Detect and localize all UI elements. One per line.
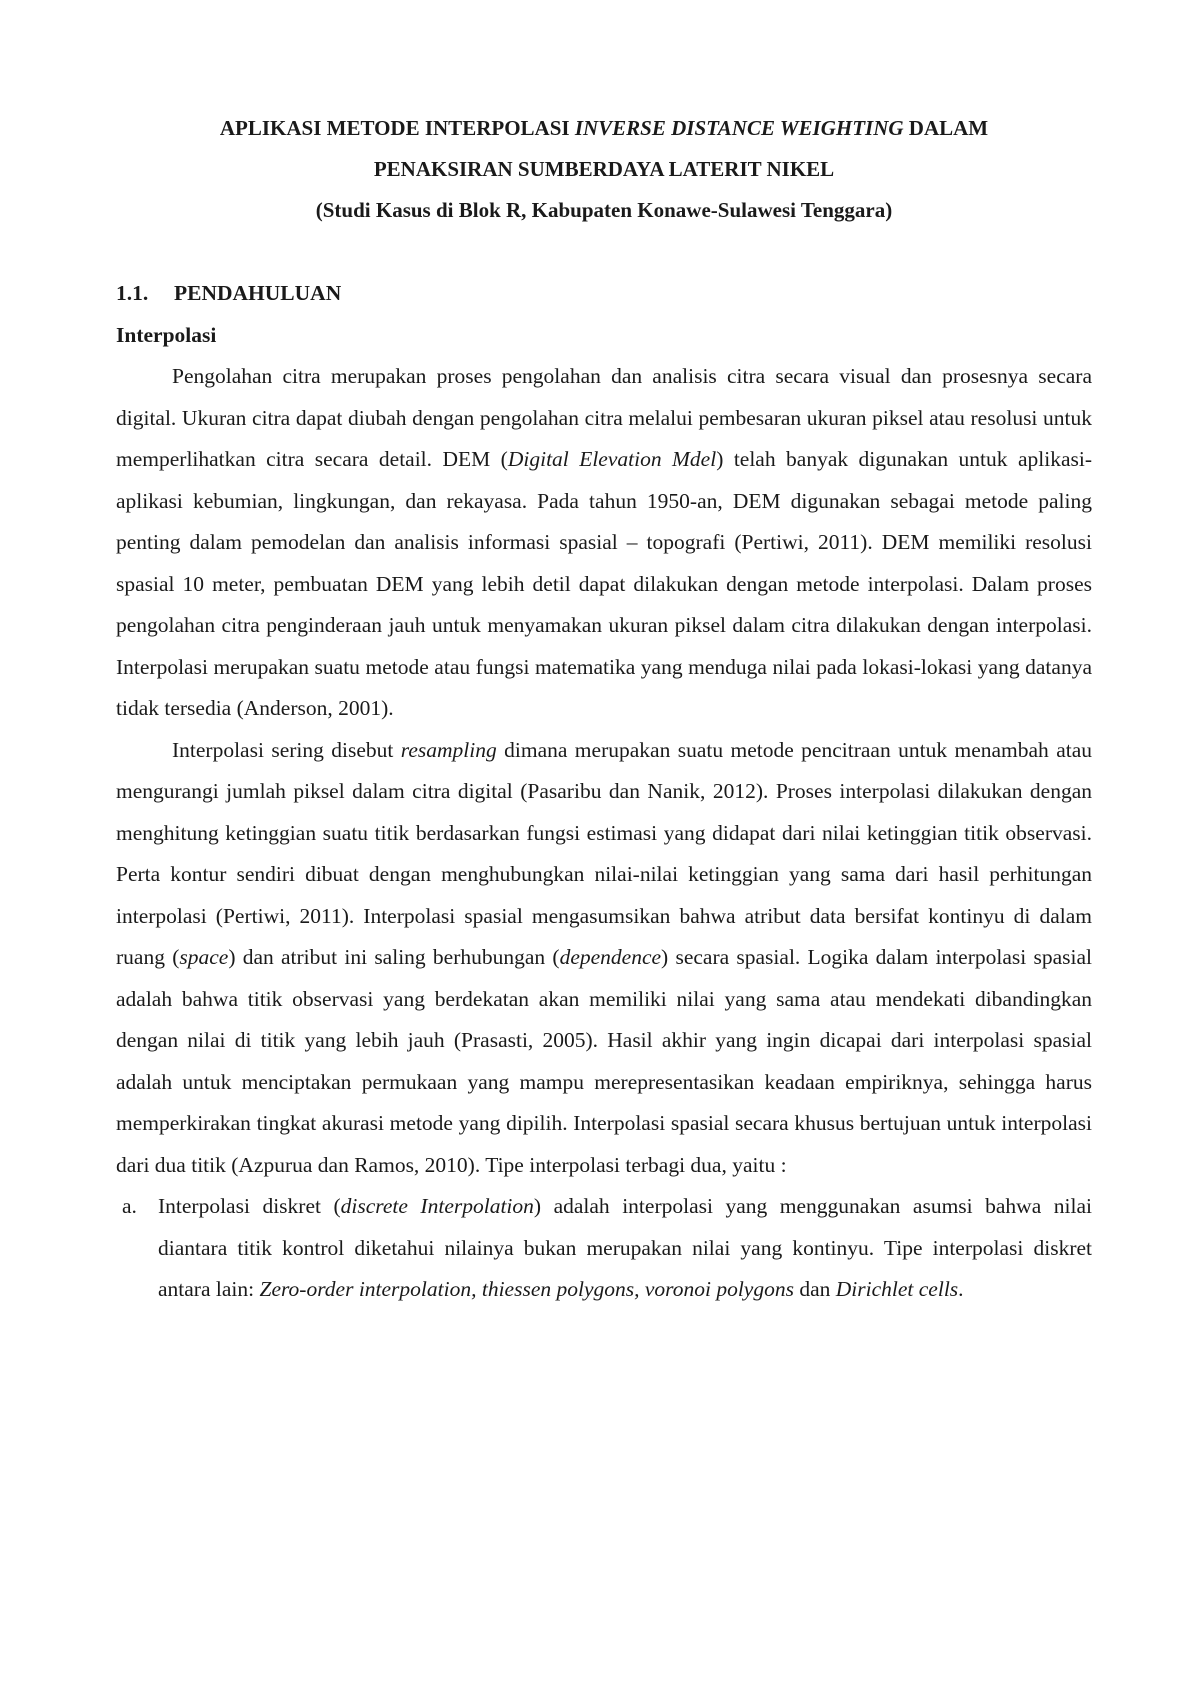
italic-term: Digital Elevation Mdel — [507, 447, 717, 471]
title-text: APLIKASI METODE INTERPOLASI — [219, 116, 575, 140]
list-marker: a. — [122, 1194, 137, 1218]
list-text: Interpolasi diskret ( — [158, 1194, 341, 1218]
paragraph-text: ) dan atribut ini saling berhubungan ( — [228, 945, 560, 969]
document-title — [116, 108, 1092, 190]
paragraph-text: Interpolasi sering disebut — [172, 737, 401, 762]
section-number: 1.1. — [116, 281, 149, 305]
italic-term: dependence — [559, 945, 662, 969]
subsection-heading: Interpolasi — [116, 322, 217, 347]
paragraph-text: ) telah banyak digunakan untuk aplikasi-aplikasi kebumian, lingkungan, dan rekayasa. Pada tahun 1950-an, DEM digunakan sebagai metode paling penting dalam pemodelan dan analisis informasi spasial – topografi (Pertiwi, 2011). DEM memiliki resolusi spasial 10 meter, pembuatan DEM yang lebih detil dapat dilakukan dengan metode interpolasi. Dalam proses pengolahan citra penginderaan jauh untuk menyamakan ukuran piksel dalam citra dilakukan dengan interpolasi. Interpolasi merupakan suatu metode atau fungsi matematika yang menduga nilai pada lokasi-lokasi yang datanya tidak tersedia (Anderson, 2001). — [116, 447, 1092, 720]
document-subtitle: (Studi Kasus di Blok R, Kabupaten Konawe-Sulawesi Tenggara) — [315, 198, 893, 222]
title-text-line2: PENAKSIRAN SUMBERDAYA LATERIT NIKEL — [373, 157, 835, 181]
interpolation-type-list — [116, 1186, 1092, 1311]
italic-term: discrete Interpolation — [340, 1194, 534, 1218]
italic-term: Zero-order interpolation, thiessen polygons, voronoi polygons — [259, 1277, 794, 1301]
list-text: dan — [793, 1277, 836, 1301]
paragraph-text: ) secara spasial. Logika dalam interpolasi spasial adalah bahwa titik observasi yang berdekatan akan memiliki nilai yang sama atau mendekati dibandingkan dengan nilai di titik yang lebih jauh (Prasasti, 2005). Hasil akhir yang ingin dicapai dari interpolasi spasial adalah untuk menciptakan permukaan yang mampu merepresentasikan keadaan empiriknya, sehingga harus memperkirakan tingkat akurasi metode yang dipilih. Interpolasi spasial secara khusus bertujuan untuk interpolasi dari dua titik (Azpurua dan Ramos, 2010). Tipe interpolasi terbagi dua, yaitu : — [116, 945, 1092, 1177]
italic-term: resampling — [400, 737, 497, 762]
paragraph-text: dimana merupakan suatu metode pencitraan untuk menambah atau mengurangi jumlah piksel dalam citra digital (Pasaribu dan Nanik, 2012). Proses interpolasi dilakukan dengan menghitung ketinggian suatu titik berdasarkan fungsi estimasi yang didapat dari nilai ketinggian titik observasi. Perta kontur sendiri dibuat dengan menghubungkan nilai-nilai ketinggian yang sama dari hasil perhitungan interpolasi (Pertiwi, 2011). Interpolasi spasial mengasumsikan bahwa atribut data bersifat kontinyu di dalam ruang ( — [116, 737, 1092, 969]
list-item — [116, 1186, 1092, 1311]
title-italic-text: INVERSE DISTANCE WEIGHTING — [574, 116, 904, 140]
paragraph-2 — [116, 730, 1092, 1187]
section-title: PENDAHULUAN — [174, 281, 342, 305]
section-heading — [116, 273, 1092, 315]
italic-term: Dirichlet cells — [835, 1277, 959, 1301]
paragraph-1 — [116, 356, 1092, 730]
paragraph-text: Pengolahan citra merupakan proses pengolahan dan analisis citra secara visual dan prosesnya secara digital. Ukuran citra dapat diubah dengan pengolahan citra melalui pembesaran ukuran piksel atau resolusi untuk memperlihatkan citra secara detail. DEM ( — [116, 364, 1092, 471]
italic-term: space — [179, 945, 229, 969]
title-text: DALAM — [903, 116, 989, 140]
list-text: . — [958, 1277, 964, 1301]
list-text: ) adalah interpolasi yang menggunakan asumsi bahwa nilai diantara titik kontrol diketahui nilainya bukan merupakan nilai yang kontinyu. Tipe interpolasi diskret antara lain: — [158, 1194, 1092, 1301]
